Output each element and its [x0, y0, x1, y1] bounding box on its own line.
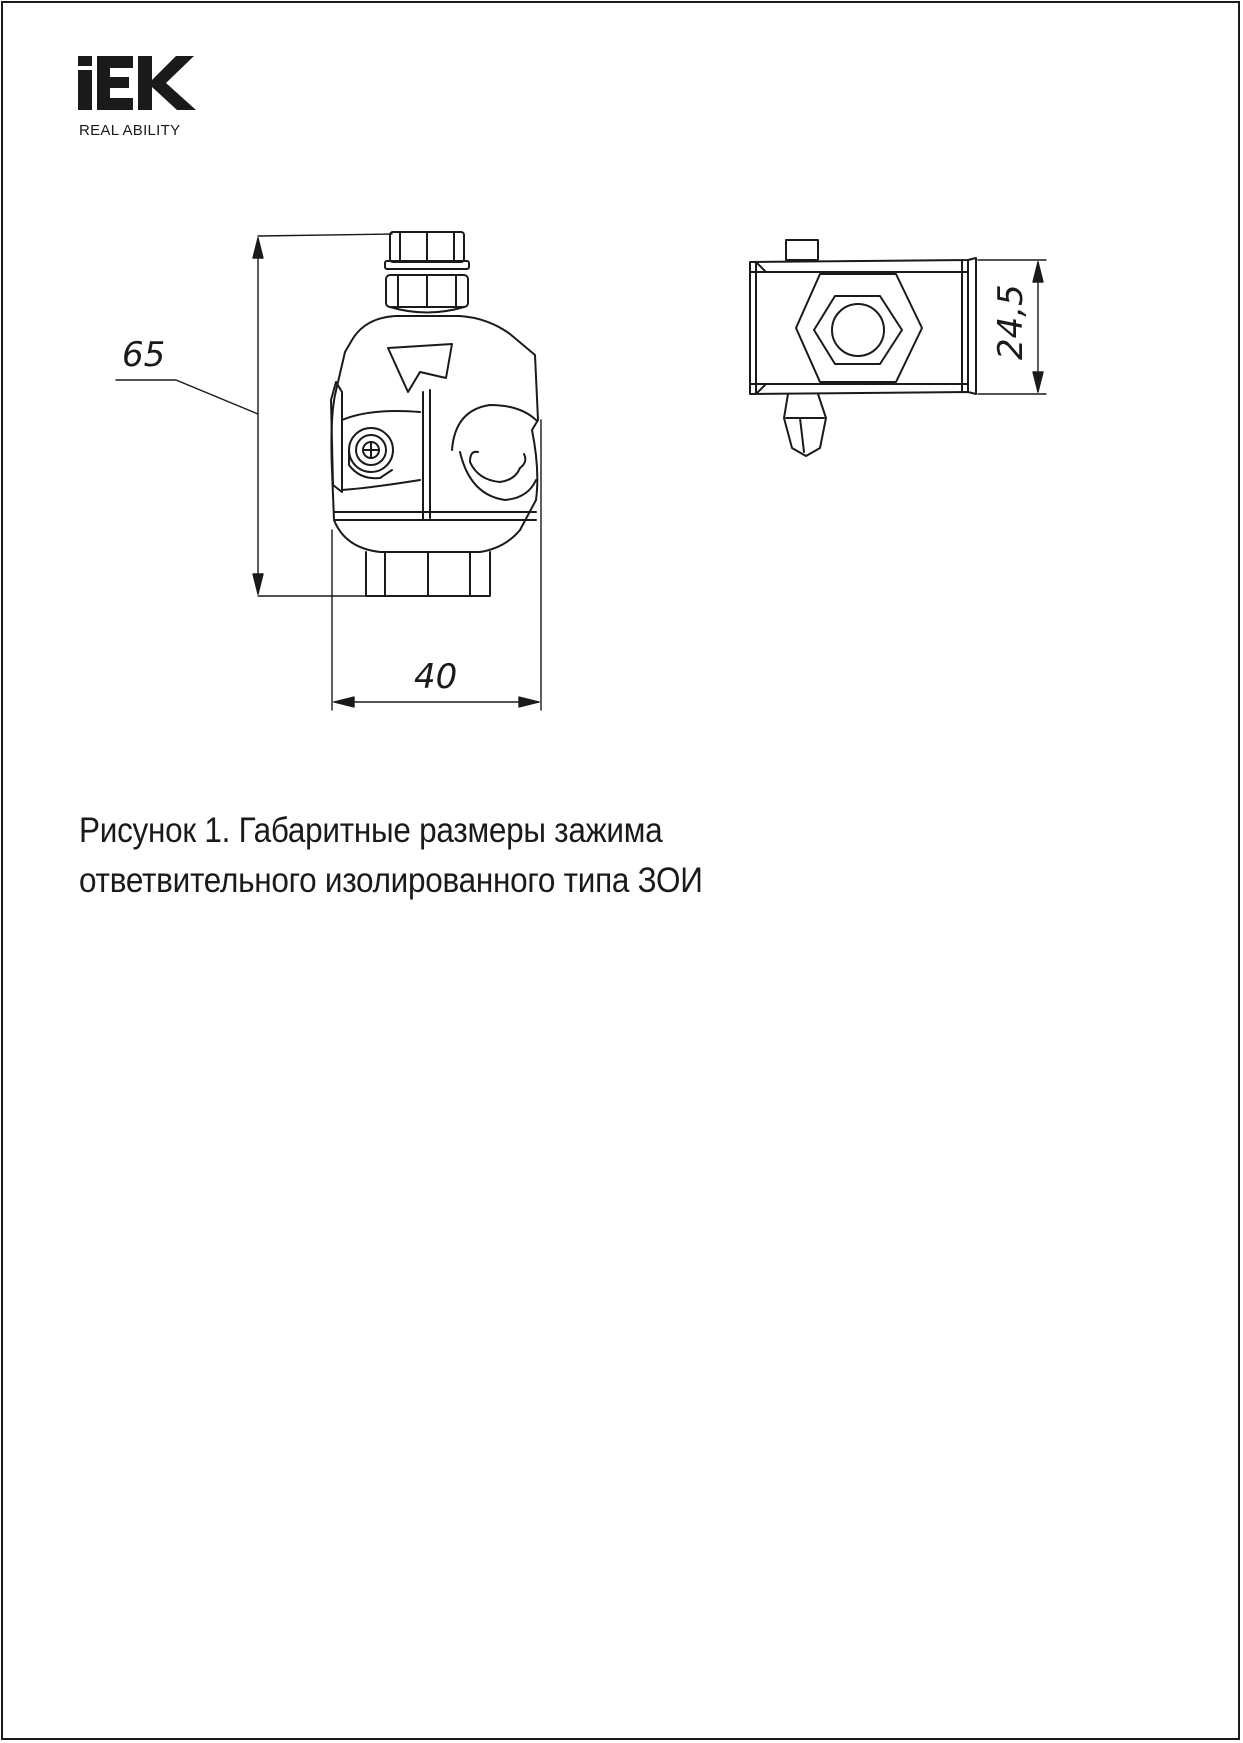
width-dimension-label: 40	[414, 657, 458, 697]
caption-line-2: ответвительного изолированного типа ЗОИ	[79, 861, 703, 900]
caption-line-1: Рисунок 1. Габаритные размеры зажима	[79, 811, 663, 850]
clamp-side-view	[750, 240, 976, 456]
figure-caption	[79, 806, 979, 906]
depth-dimension-label: 24,5	[991, 284, 1031, 360]
clamp-front-view	[331, 232, 538, 596]
logo-tagline: REAL ABILITY	[79, 122, 181, 139]
height-dimension-label: 65	[122, 335, 166, 375]
